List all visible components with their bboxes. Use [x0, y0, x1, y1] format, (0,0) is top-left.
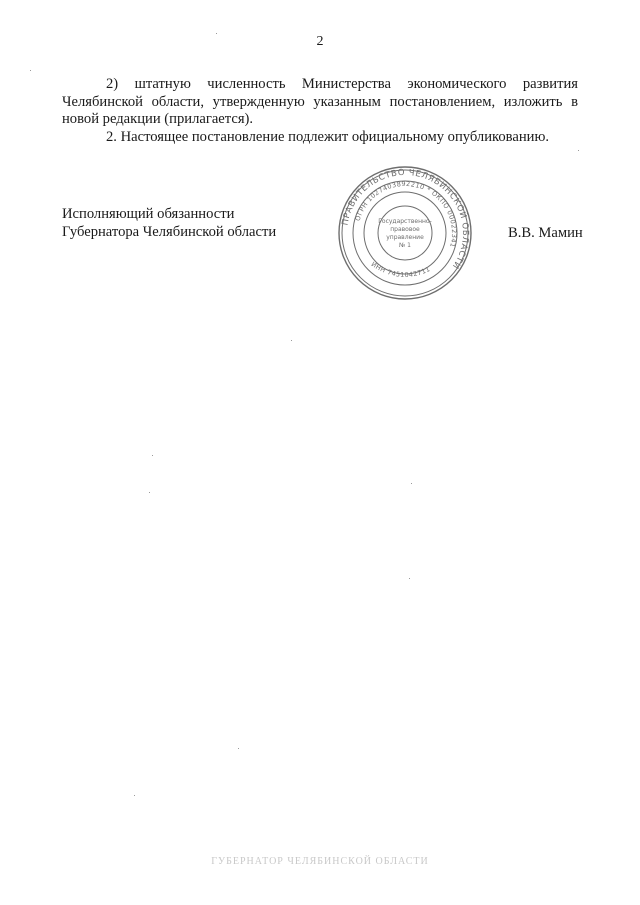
scan-speck	[149, 492, 150, 493]
paragraph-clause-2: 2. Настоящее постановление подлежит официальному опубликованию.	[106, 128, 550, 145]
seal-inn-text: ИНН 7451042711	[369, 260, 432, 280]
scan-speck	[578, 150, 579, 151]
scan-speck	[238, 748, 239, 749]
scan-speck	[411, 483, 412, 484]
scan-speck	[409, 578, 410, 579]
seal-middle-text: ОГРН 1027403892210 * ОКПО 00022341	[353, 179, 459, 249]
document-body	[62, 76, 578, 146]
seal-center-line-2: правовое	[390, 226, 420, 233]
scan-speck	[30, 70, 31, 71]
scan-speck	[216, 33, 217, 34]
seal-outer-text: ПРАВИТЕЛЬСТВО ЧЕЛЯБИНСКОЙ ОБЛАСТИ	[340, 167, 471, 271]
signer-title-line-2: Губернатора Челябинской области	[62, 224, 277, 240]
scan-speck	[152, 455, 153, 456]
signer-name: В.В. Мамин	[508, 225, 583, 241]
seal-center-ring	[378, 206, 432, 260]
footer-watermark: ГУБЕРНАТОР ЧЕЛЯБИНСКОЙ ОБЛАСТИ	[211, 856, 429, 867]
page-number: 2	[316, 34, 324, 49]
seal-center-line-1: Государственно-	[378, 218, 432, 225]
seal-center-line-3: управление	[386, 234, 424, 241]
paragraph-item-2: 2) штатную численность Министерства экономического развития Челябинской области, утвержденную указанным постановлением, изложить в новой редакции (прилагается).	[62, 76, 578, 127]
scan-speck	[134, 795, 135, 796]
signer-title-line-1: Исполняющий обязанности	[62, 206, 235, 222]
signer-title	[62, 205, 276, 241]
seal-inner-ring	[364, 192, 446, 274]
official-seal	[337, 165, 473, 301]
scan-speck	[291, 340, 292, 341]
seal-center-line-4: № 1	[399, 242, 411, 249]
